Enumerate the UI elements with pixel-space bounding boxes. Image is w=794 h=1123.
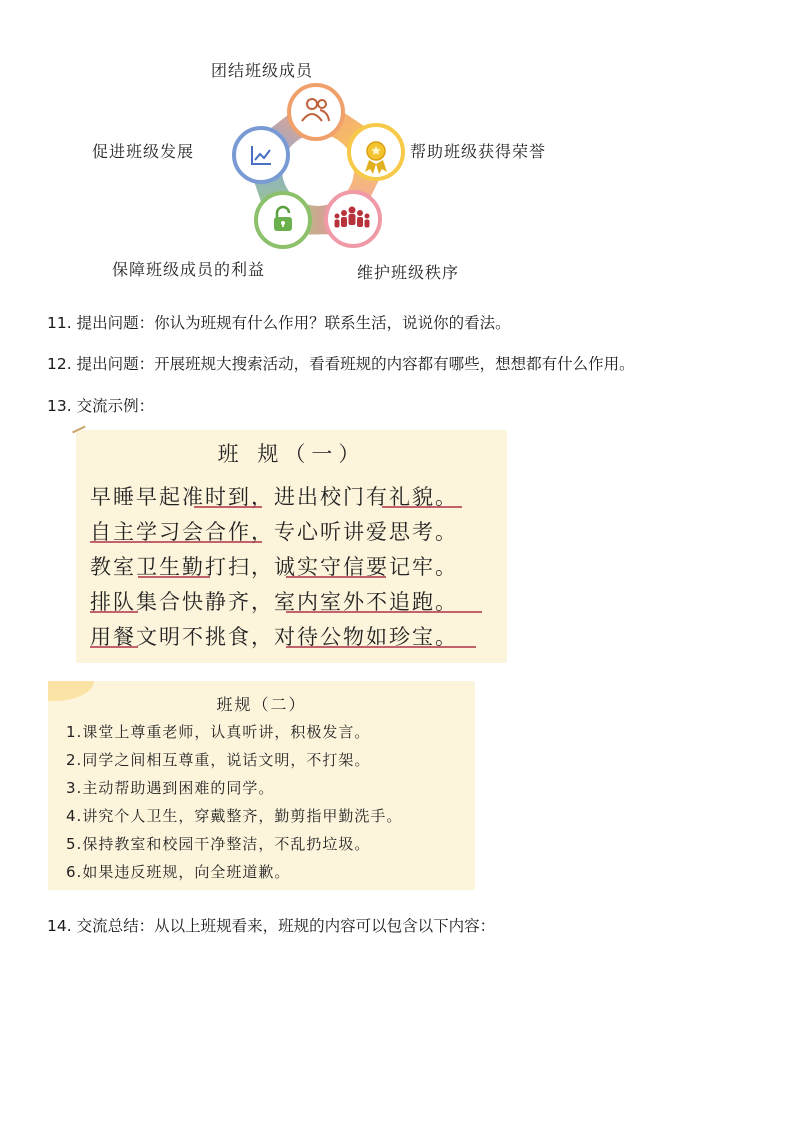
question-14: [47, 914, 495, 936]
underline-marks: [76, 430, 507, 663]
class-rules-one-card: [76, 430, 507, 663]
rules-one-line: 排队集合快静齐，室内室外不追跑。: [90, 590, 458, 614]
question-number: 11.: [47, 314, 72, 332]
rules-two-title: 班规（二）: [216, 695, 307, 714]
class-rules-function-diagram: [0, 0, 794, 290]
question-number: 13.: [47, 397, 72, 415]
question-11: [47, 311, 511, 333]
rules-one-line: 教室卫生勤打扫，诚实守信要记牢。: [90, 555, 458, 579]
rules-one-title: 班 规（一）: [217, 442, 366, 466]
rules-two-item: 1.课堂上尊重老师，认真听讲，积极发言。: [66, 723, 371, 741]
question-text: 提出问题：你认为班规有什么作用？联系生活，说说你的看法。: [76, 314, 511, 332]
question-number: 12.: [47, 355, 72, 373]
label-order: 维护班级秩序: [357, 263, 460, 282]
question-12: [47, 352, 635, 374]
rules-one-line: 自主学习会合作，专心听讲爱思考。: [90, 520, 458, 544]
question-text: 交流示例：: [76, 397, 155, 415]
question-13: [47, 394, 154, 416]
label-development: 促进班级发展: [92, 142, 195, 161]
rules-two-item: 2.同学之间相互尊重，说话文明，不打架。: [66, 751, 371, 769]
rules-one-line: 用餐文明不挑食，对待公物如珍宝。: [90, 625, 458, 649]
rules-two-item: 6.如果违反班规，向全班道歉。: [66, 863, 291, 881]
label-unite-members: 团结班级成员: [211, 61, 314, 80]
question-text: 交流总结：从以上班规看来，班规的内容可以包含以下内容：: [76, 917, 496, 935]
rules-two-item: 5.保持教室和校园干净整洁，不乱扔垃圾。: [66, 835, 371, 853]
label-honor: 帮助班级获得荣誉: [410, 142, 547, 161]
label-protect-interests: 保障班级成员的利益: [112, 260, 266, 279]
class-rules-two-card: [48, 681, 475, 890]
question-number: 14.: [47, 917, 72, 935]
rules-one-line: 早睡早起准时到，进出校门有礼貌。: [90, 485, 458, 509]
rules-two-item: 4.讲究个人卫生，穿戴整齐，勤剪指甲勤洗手。: [66, 807, 403, 825]
question-text: 提出问题：开展班规大搜索活动，看看班规的内容都有哪些，想想都有什么作用。: [76, 355, 635, 373]
rules-two-item: 3.主动帮助遇到困难的同学。: [66, 779, 275, 797]
node-unite-members: [289, 85, 343, 139]
